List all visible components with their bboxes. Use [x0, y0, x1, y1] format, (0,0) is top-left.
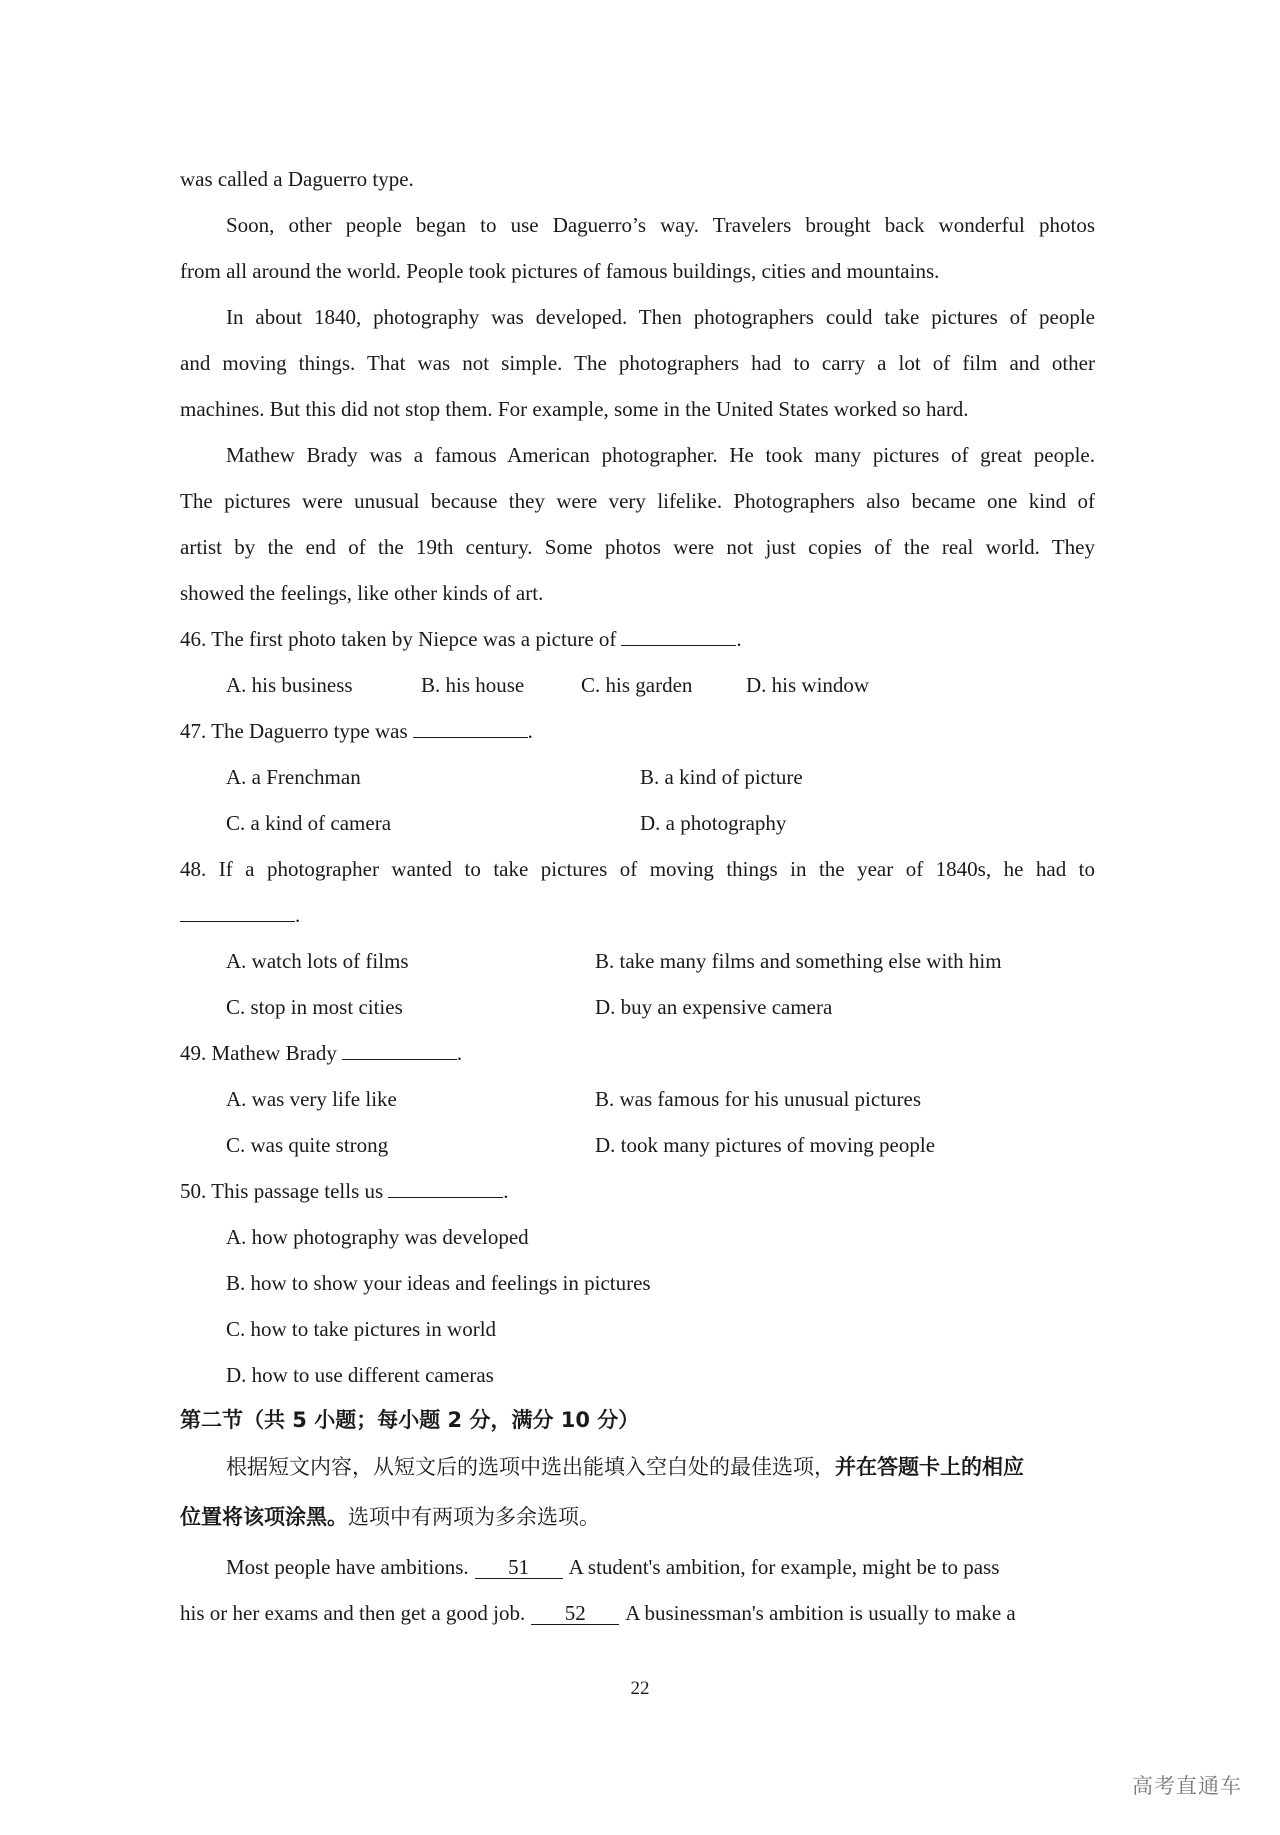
cloze-line: Most people have ambitions. 51 A student's ambition, for example, might be to pass: [226, 1555, 1000, 1579]
passage-line: machines. But this did not stop them. For example, some in the United States worked so hard.: [180, 397, 969, 421]
option-a[interactable]: A. his business: [226, 673, 353, 697]
option-b[interactable]: B. a kind of picture: [640, 765, 803, 789]
passage-line: artist by the end of the 19th century. Some photos were not just copies of the real world. They: [180, 535, 1095, 559]
question-48-options-row1: [180, 938, 1095, 984]
blank-51: 51: [475, 1556, 563, 1579]
option-b[interactable]: B. take many films and something else with him: [595, 949, 1002, 973]
option-d[interactable]: D. buy an expensive camera: [595, 995, 833, 1019]
option-a[interactable]: A. a Frenchman: [226, 765, 361, 789]
option-b[interactable]: B. how to show your ideas and feelings in pictures: [226, 1271, 651, 1295]
passage-line: Soon, other people began to use Daguerro’s way. Travelers brought back wonderful photos: [226, 213, 1095, 237]
blank-52: 52: [531, 1602, 619, 1625]
option-d[interactable]: D. how to use different cameras: [226, 1363, 494, 1387]
watermark: 高考直通车: [1132, 1774, 1242, 1798]
passage-line: and moving things. That was not simple. The photographers had to carry a lot of film and other: [180, 351, 1095, 375]
instruction-text: 选项中有两项为多余选项。: [348, 1505, 600, 1529]
answer-blank: [180, 899, 295, 922]
question-text: 49. Mathew Brady: [180, 1041, 337, 1065]
question-text: 47. The Daguerro type was: [180, 719, 408, 743]
page-number: 22: [630, 1678, 650, 1699]
instruction-text: 根据短文内容，从短文后的选项中选出能填入空白处的最佳选项，: [226, 1455, 835, 1479]
question-text: 46. The first photo taken by Niepce was a picture of: [180, 627, 617, 651]
instruction-emphasis: 位置将该项涂黑。: [180, 1505, 348, 1529]
option-d[interactable]: D. his window: [746, 673, 870, 697]
passage-line: from all around the world. People took pictures of famous buildings, cities and mountains.: [180, 259, 940, 283]
section-title: 第二节（共 5 小题；每小题 2 分，满分 10 分）: [180, 1408, 640, 1432]
section-instruction: [180, 1442, 1095, 1542]
question-47-stem: 47. The Daguerro type was .: [180, 708, 1095, 754]
answer-blank: [342, 1037, 457, 1060]
question-text: 50. This passage tells us: [180, 1179, 384, 1203]
question-48-stem: 48. If a photographer wanted to take pictures of moving things in the year of 1840s, he had to: [180, 857, 1095, 881]
question-47-options-row1: [180, 754, 1095, 800]
option-d[interactable]: D. a photography: [640, 811, 787, 835]
answer-blank: [388, 1175, 503, 1198]
question-49-options-row2: [180, 1122, 1095, 1168]
passage-line: was called a Daguerro type.: [180, 167, 414, 191]
question-48-stem-cont: .: [180, 892, 1095, 938]
option-c[interactable]: C. was quite strong: [226, 1133, 389, 1157]
question-49-options-row1: [180, 1076, 1095, 1122]
option-a[interactable]: A. watch lots of films: [226, 949, 409, 973]
cloze-line: his or her exams and then get a good job. 52 A businessman's ambition is usually to make a: [180, 1601, 1016, 1625]
option-b[interactable]: B. was famous for his unusual pictures: [595, 1087, 922, 1111]
option-c[interactable]: C. how to take pictures in world: [226, 1317, 497, 1341]
instruction-emphasis: 并在答题卡上的相应: [835, 1455, 1024, 1479]
option-c[interactable]: C. a kind of camera: [226, 811, 392, 835]
question-50-stem: 50. This passage tells us .: [180, 1168, 1095, 1214]
question-47-options-row2: [180, 800, 1095, 846]
option-c[interactable]: C. stop in most cities: [226, 995, 403, 1019]
passage-line: In about 1840, photography was developed. Then photographers could take pictures of people: [226, 305, 1095, 329]
question-46-stem: 46. The first photo taken by Niepce was a picture of .: [180, 616, 1095, 662]
option-a[interactable]: A. how photography was developed: [226, 1225, 529, 1249]
option-b[interactable]: B. his house: [421, 673, 525, 697]
passage-line: showed the feelings, like other kinds of art.: [180, 581, 544, 605]
option-d[interactable]: D. took many pictures of moving people: [595, 1133, 936, 1157]
passage-line: The pictures were unusual because they were very lifelike. Photographers also became one kind of: [180, 489, 1095, 513]
question-46-options: [180, 662, 1095, 708]
option-c[interactable]: C. his garden: [581, 673, 693, 697]
question-49-stem: 49. Mathew Brady .: [180, 1030, 1095, 1076]
option-a[interactable]: A. was very life like: [226, 1087, 397, 1111]
question-48-options-row2: [180, 984, 1095, 1030]
answer-blank: [413, 715, 528, 738]
passage-line: Mathew Brady was a famous American photographer. He took many pictures of great people.: [226, 443, 1095, 467]
page-content: [180, 156, 1095, 1636]
answer-blank: [621, 623, 736, 646]
